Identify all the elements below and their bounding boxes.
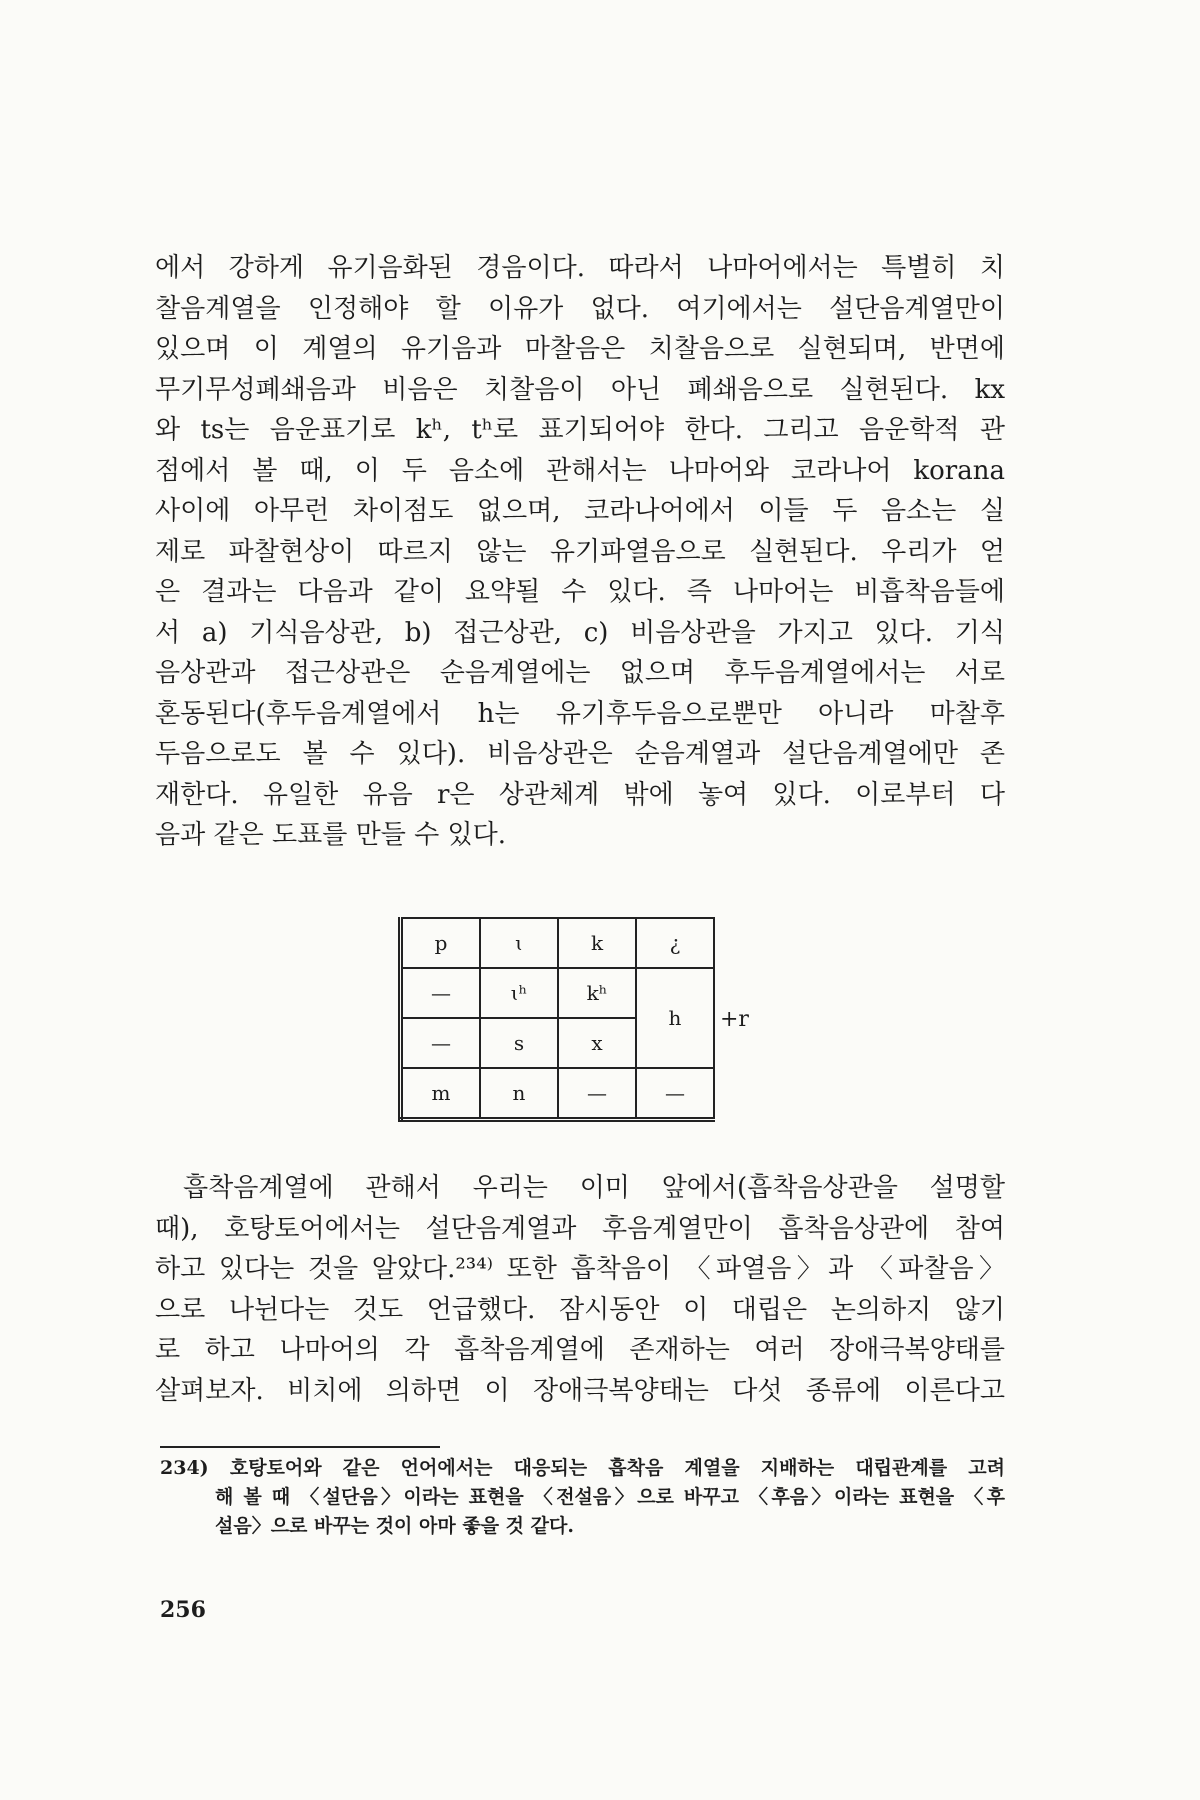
paragraph-line: 은 결과는 다음과 같이 요약될 수 있다. 즉 나마어는 비흡착음들에 <box>155 577 1005 607</box>
paragraph-line: 제로 파찰현상이 따르지 않는 유기파열음으로 실현된다. 우리가 얻 <box>155 536 1005 567</box>
table-cell: p <box>401 918 481 968</box>
table-cell: ¿ <box>636 918 714 968</box>
footnote <box>160 1454 1005 1541</box>
table-cell: — <box>401 1018 481 1068</box>
table-cell: — <box>401 968 481 1018</box>
body-paragraph <box>155 248 1005 856</box>
table-row <box>401 918 715 968</box>
paragraph-line: 와 ts는 음운표기로 kʰ, tʰ로 표기되어야 한다. 그리고 음운학적 관 <box>155 415 1005 445</box>
table-cell: ɩ <box>480 918 558 968</box>
paragraph-line: 으로 나뉜다는 것도 언급했다. 잠시동안 이 대립은 논의하지 않기 <box>155 1294 1005 1325</box>
paragraph-line: 있으며 이 계열의 유기음과 마찰음은 치찰음으로 실현되며, 반면에 <box>155 334 1005 364</box>
paragraph-line: 혼동된다(후두음계열에서 h는 유기후두음으로뿐만 아니라 마찰후 <box>155 698 1005 729</box>
table-cell: — <box>558 1068 636 1120</box>
paragraph-line: 에서 강하게 유기음화된 경음이다. 따라서 나마어에서는 특별히 치 <box>155 253 1005 283</box>
phoneme-table <box>398 917 715 1122</box>
paragraph-line: 로 하고 나마어의 각 흡착음계열에 존재하는 여러 장애극복양태를 <box>155 1335 1005 1365</box>
footnote-line: 설음〉으로 바꾸는 것이 아마 좋을 것 같다. <box>215 1515 574 1537</box>
paragraph-line: 살펴보자. 비치에 의하면 이 장애극복양태는 다섯 종류에 이른다고 <box>155 1375 1005 1406</box>
page-number: 256 <box>160 1597 206 1623</box>
paragraph-line: 두음으로도 볼 수 있다). 비음상관은 순음계열과 설단음계열에만 존 <box>155 739 1005 769</box>
paragraph-line: 재한다. 유일한 유음 r은 상관체계 밖에 놓여 있다. 이로부터 다 <box>155 779 1005 810</box>
table-cell: k <box>558 918 636 968</box>
table-row <box>401 968 715 1018</box>
table-side-label: +r <box>720 1007 749 1032</box>
table-row <box>401 1068 715 1120</box>
paragraph-line: 서 a) 기식음상관, b) 접근상관, c) 비음상관을 가지고 있다. 기식 <box>155 617 1005 648</box>
table-cell: kʰ <box>558 968 636 1018</box>
paragraph-line: 점에서 볼 때, 이 두 음소에 관해서는 나마어와 코라나어 korana <box>155 455 1005 486</box>
table-cell: n <box>480 1068 558 1120</box>
paragraph-line: 흡착음계열에 관해서 우리는 이미 앞에서(흡착음상관을 설명할 <box>183 1173 1005 1203</box>
footnote-rule <box>160 1446 440 1448</box>
paragraph-line: 음과 같은 도표를 만들 수 있다. <box>155 820 506 850</box>
paragraph-line: 무기무성폐쇄음과 비음은 치찰음이 아닌 폐쇄음으로 실현된다. kx <box>155 374 1005 405</box>
paragraph-line: 하고 있다는 것을 알았다.²³⁴⁾ 또한 흡착음이 〈파열음〉과 〈파찰음〉 <box>155 1254 1005 1284</box>
body-paragraph <box>155 1168 1005 1411</box>
table-cell: m <box>401 1068 481 1120</box>
table-cell: x <box>558 1018 636 1068</box>
paragraph-line: 사이에 아무런 차이점도 없으며, 코라나어에서 이들 두 음소는 실 <box>155 496 1005 526</box>
footnote-line: 234) 호탕토어와 같은 언어에서는 대응되는 흡착음 계열을 지배하는 대립관계를 고려 <box>160 1457 1005 1479</box>
paragraph-line: 음상관과 접근상관은 순음계열에는 없으며 후두음계열에서는 서로 <box>155 658 1005 688</box>
footnote-line: 해 볼 때 〈설단음〉이라는 표현을 〈전설음〉으로 바꾸고 〈후음〉이라는 표현을 〈후 <box>215 1486 1005 1508</box>
table-cell-merged: h <box>636 968 714 1068</box>
table-cell: — <box>636 1068 714 1120</box>
paragraph-line: 때), 호탕토어에서는 설단음계열과 후음계열만이 흡착음상관에 참여 <box>155 1213 1005 1244</box>
table-cell: ɩʰ <box>480 968 558 1018</box>
paragraph-line: 찰음계열을 인정해야 할 이유가 없다. 여기에서는 설단음계열만이 <box>155 293 1005 324</box>
table-cell: s <box>480 1018 558 1068</box>
